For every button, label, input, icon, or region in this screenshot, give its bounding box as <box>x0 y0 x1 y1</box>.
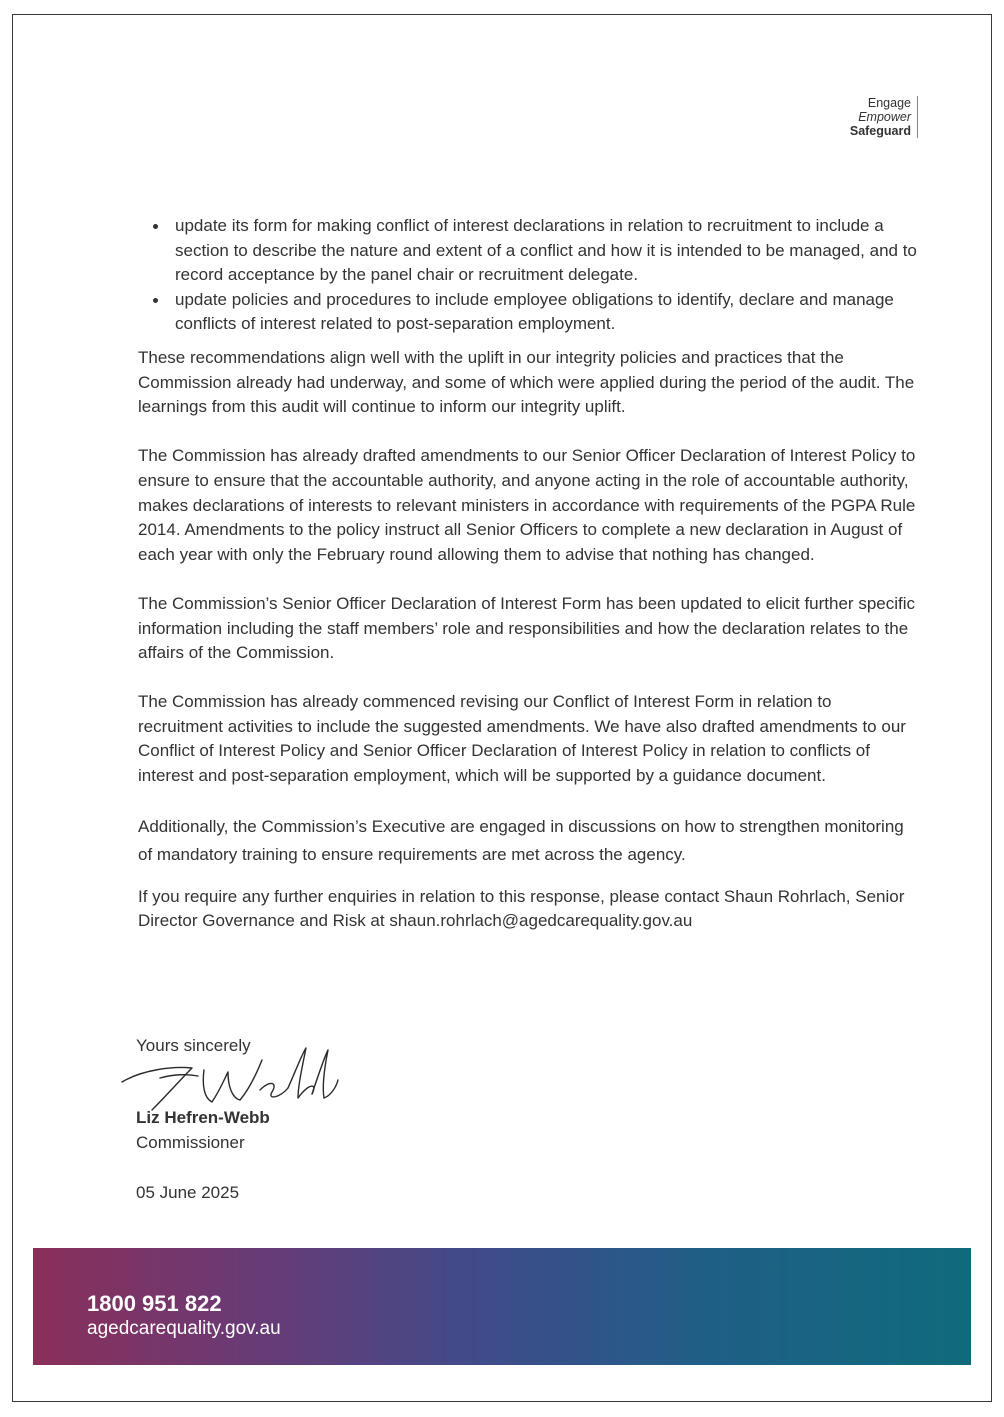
list-item-text: update its form for making conflict of interest declarations in relation to recruitment to include a section to describe the nature and extent of a conflict and how it is intended to be managed, and to record acceptance by the panel chair or recruitment delegate. <box>175 216 917 285</box>
recommendation-list <box>138 214 918 337</box>
tagline-engage: Engage <box>867 96 911 110</box>
paragraph-amendments: The Commission has already drafted amendments to our Senior Officer Declaration of Interest Policy to ensure to ensure that the accountable authority, and anyone acting in the role of accountable authority, makes declarations of interests to relevant ministers in accordance with requirements of the PGPA Rule 2014. Amendments to the policy instruct all Senior Officers to complete a new declaration in August of each year with only the February round allowing them to advise that nothing has changed. <box>138 446 916 564</box>
paragraph-enquiries: If you require any further enquiries in relation to this response, please contact Shaun Rohrlach, Senior Director Governance and Risk at shaun.rohrlach@agedcarequality.gov.au <box>138 886 905 931</box>
tagline-empower: Empower <box>858 110 911 124</box>
bullet-icon <box>153 298 158 303</box>
list-item <box>138 288 918 337</box>
paragraph-form-update: The Commission’s Senior Officer Declaration of Interest Form has been updated to elicit further specific information including the staff members’ role and responsibilities and how the declaration relates to the affairs of the Commission. <box>138 593 916 663</box>
tagline-safeguard: Safeguard <box>849 124 911 138</box>
footer-website-link[interactable]: agedcarequality.gov.au <box>87 1318 281 1339</box>
bullet-icon <box>153 224 158 229</box>
tagline <box>850 96 918 138</box>
paragraph-recruitment: The Commission has already commenced revising our Conflict of Interest Form in relation to recruitment activities to include the suggested amendments. We have also drafted amendments to our Conflict of Interest Policy and Senior Officer Declaration of Interest Policy in relation to conflicts of interest and post-separation employment, which will be supported by a guidance document. <box>138 692 906 786</box>
paragraph-additionally: Additionally, the Commission’s Executive are engaged in discussions on how to strengthen monitoring of mandatory training to ensure requirements are met across the agency. <box>138 816 904 864</box>
paragraph-alignment: These recommendations align well with the uplift in our integrity policies and practices that the Commission already had underway, and some of which were applied during the period of the audit. The learnings from this audit will continue to inform our integrity uplift. <box>138 347 915 417</box>
letter-date: 05 June 2025 <box>136 1183 240 1202</box>
list-item-text: update policies and procedures to include employee obligations to identify, declare and manage conflicts of interest related to post-separation employment. <box>175 289 894 334</box>
salutation: Yours sincerely <box>136 1036 251 1055</box>
footer-band <box>33 1248 971 1365</box>
footer-phone: 1800 951 822 <box>87 1291 222 1316</box>
signer-role: Commissioner <box>136 1133 245 1152</box>
letter-body <box>138 214 918 934</box>
list-item <box>138 214 918 288</box>
signer-name: Liz Hefren-Webb <box>136 1108 270 1127</box>
